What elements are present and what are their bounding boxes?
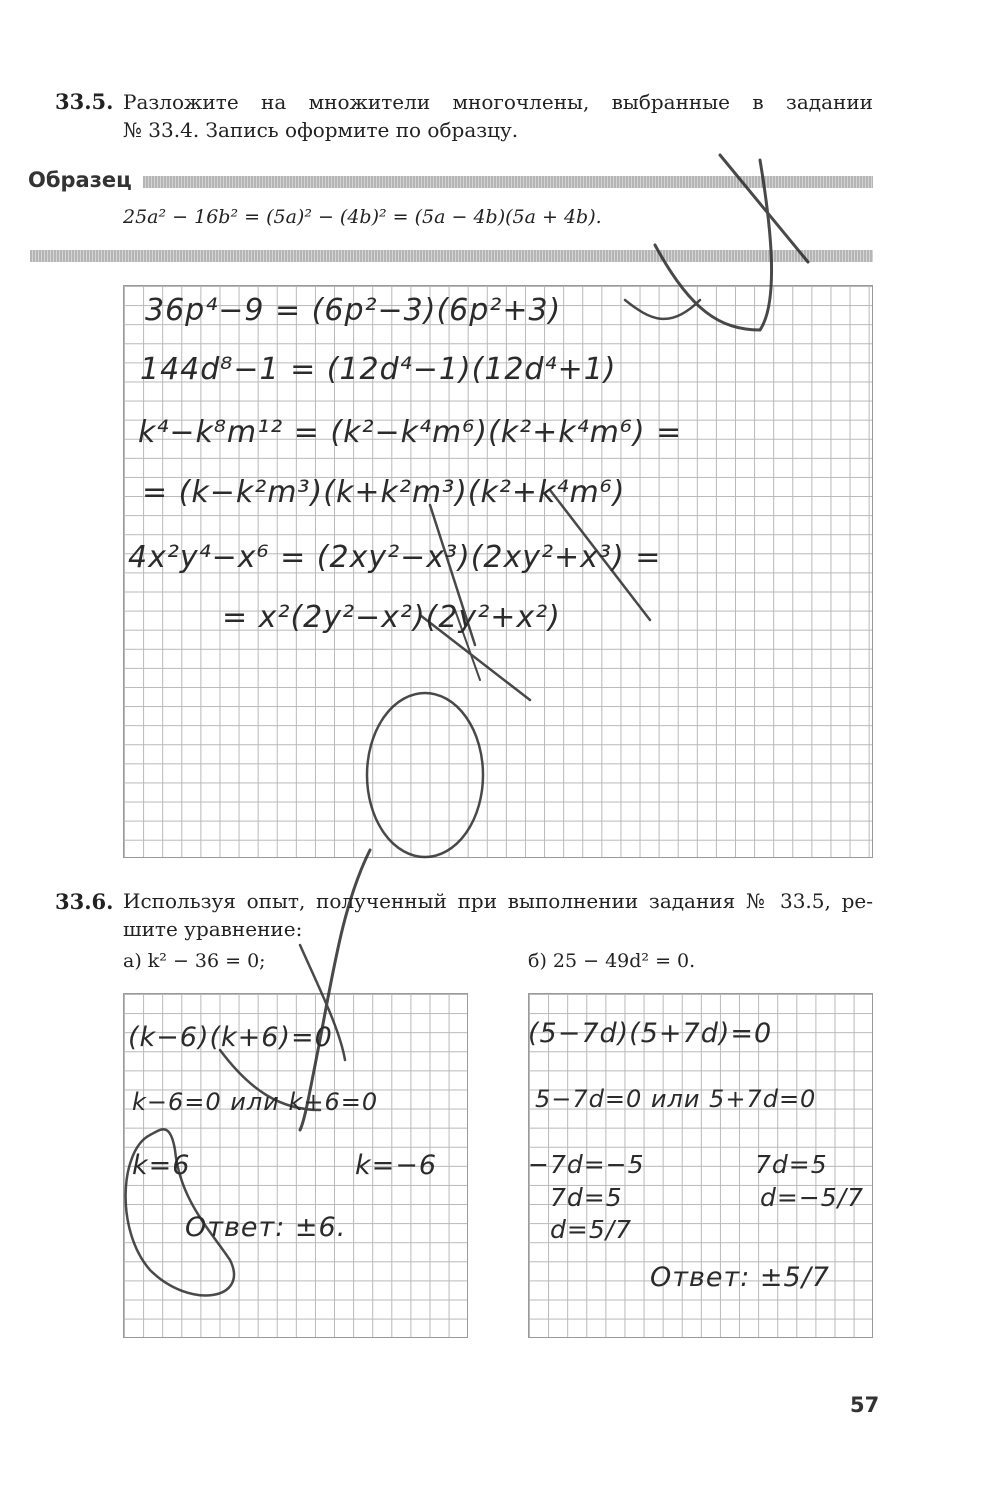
task-33-6-text-line1: Используя опыт, полученный при выполнении задания № 33.5, ре- — [123, 889, 873, 913]
solution-a-line-1: (k−6)(k+6)=0 — [128, 1022, 333, 1053]
task-33-6-text-line2: шите уравнение: — [123, 917, 303, 941]
solution-b-line-6: d=−5/7 — [760, 1183, 864, 1212]
solution-a-line-3: k=6 — [132, 1150, 191, 1181]
solution-a-line-4: k=−6 — [355, 1150, 438, 1181]
solution-b-line-4: 7d=5 — [755, 1150, 828, 1179]
scribble-stroke-1 — [720, 155, 808, 262]
solution-b-line-2: 5−7d=0 или 5+7d=0 — [535, 1085, 817, 1113]
solution-b-line-5: 7d=5 — [550, 1183, 623, 1212]
sample-label: Образец — [28, 168, 132, 192]
solution-b-answer: Ответ: ±5/7 — [650, 1262, 830, 1293]
solution-b-line-7: d=5/7 — [550, 1215, 633, 1244]
task-33-5-number: 33.5. — [55, 89, 114, 114]
solution-33-5-line-3: k⁴−k⁸m¹² = (k²−k⁴m⁶)(k²+k⁴m⁶) = — [138, 415, 683, 450]
solution-b-line-1: (5−7d)(5+7d)=0 — [528, 1018, 773, 1049]
solution-a-line-2: k−6=0 или k+6=0 — [132, 1088, 379, 1116]
sample-formula: 25a² − 16b² = (5a)² − (4b)² = (5a − 4b)(5a + 4b). — [123, 206, 602, 228]
sample-top-band — [143, 176, 873, 188]
task-33-5-text-line1: Разложите на множители многочлены, выбранные в задании — [123, 90, 873, 114]
solution-33-5-line-1: 36p⁴−9 = (6p²−3)(6p²+3) — [145, 293, 562, 328]
solution-33-5-line-6: = x²(2y²−x²)(2y²+x²) — [222, 600, 561, 635]
task-33-5-text-line2: № 33.4. Запись оформите по образцу. — [123, 118, 519, 142]
solution-b-line-3: −7d=−5 — [528, 1150, 645, 1179]
sample-bottom-band — [30, 250, 873, 262]
solution-33-5-line-4: = (k−k²m³)(k+k²m³)(k²+k⁴m⁶) — [142, 475, 626, 510]
solution-33-5-line-2: 144d⁸−1 = (12d⁴−1)(12d⁴+1) — [140, 352, 617, 387]
task-33-6-part-b: б) 25 − 49d² = 0. — [528, 950, 696, 972]
task-33-6-number: 33.6. — [55, 889, 114, 914]
solution-33-5-line-5: 4x²y⁴−x⁶ = (2xy²−x³)(2xy²+x³) = — [128, 540, 662, 575]
solution-a-answer: Ответ: ±6. — [185, 1212, 347, 1243]
task-33-6-part-a: а) k² − 36 = 0; — [123, 950, 266, 972]
page-number: 57 — [850, 1393, 880, 1417]
